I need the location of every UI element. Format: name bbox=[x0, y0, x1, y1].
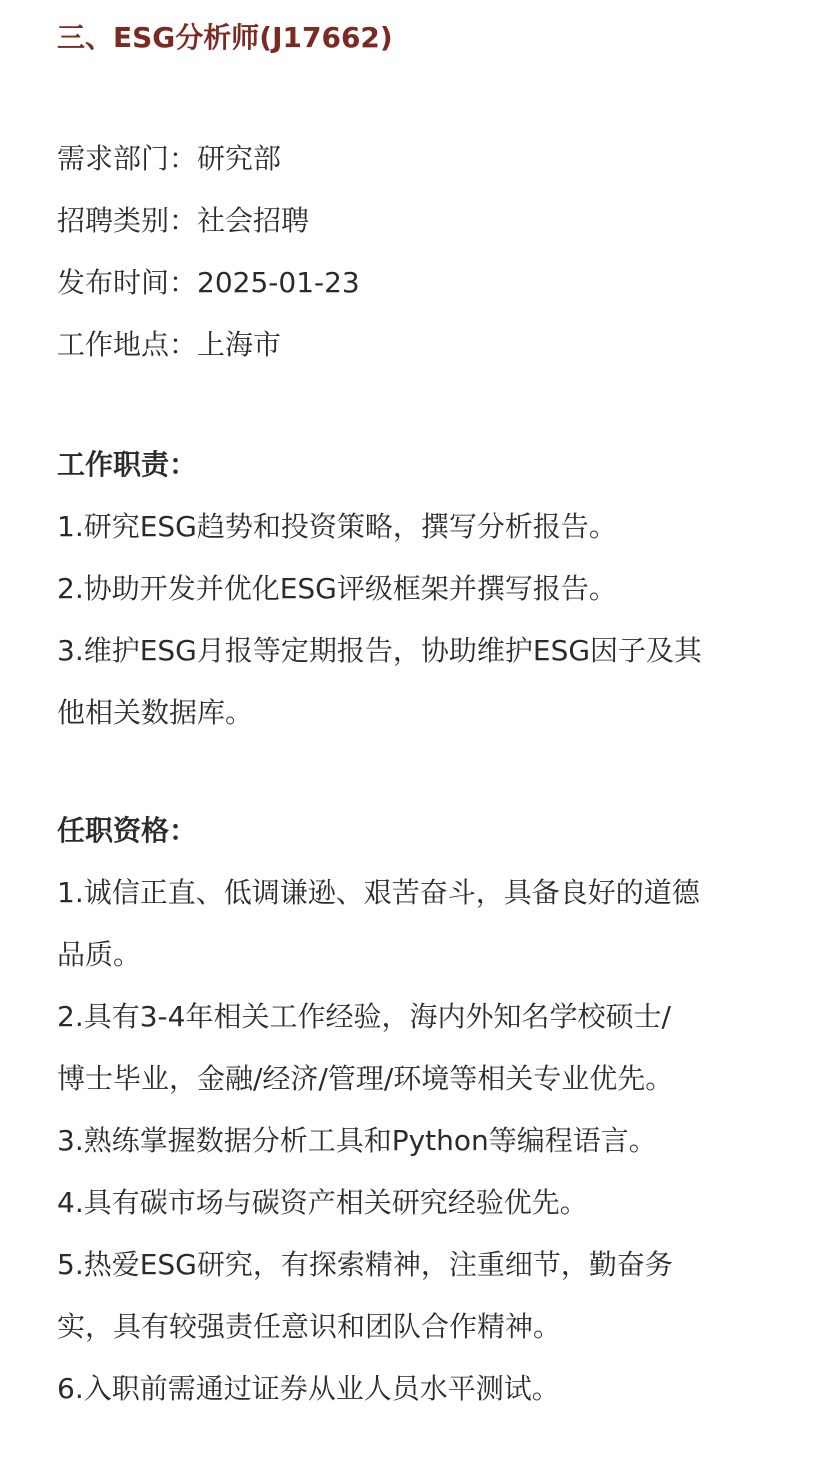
duty-item bbox=[57, 496, 787, 558]
duties-section bbox=[57, 442, 787, 752]
qualification-line: 4.具有碳市场与碳资产相关研究经验优先。 bbox=[57, 1186, 588, 1219]
qualification-line: 2.具有3-4年相关工作经验，海内外知名学校硕士/ bbox=[57, 1000, 671, 1033]
meta-category bbox=[57, 198, 797, 260]
job-title: 三、ESG分析师(J17662) bbox=[57, 21, 393, 54]
duty-line: 3.维护ESG月报等定期报告，协助维护ESG因子及其 bbox=[57, 634, 703, 667]
meta-label: 需求部门： bbox=[57, 142, 198, 175]
meta-location bbox=[57, 322, 797, 384]
job-meta bbox=[57, 136, 797, 384]
qualification-item bbox=[57, 986, 787, 1110]
meta-label: 招聘类别： bbox=[57, 204, 198, 237]
qualification-item bbox=[57, 1358, 787, 1420]
qualification-line: 3.熟练掌握数据分析工具和Python等编程语言。 bbox=[57, 1124, 657, 1157]
duty-item bbox=[57, 620, 787, 744]
qualifications-section bbox=[57, 808, 787, 1428]
duty-line: 1.研究ESG趋势和投资策略，撰写分析报告。 bbox=[57, 510, 617, 543]
qualification-line: 1.诚信正直、低调谦逊、艰苦奋斗，具备良好的道德 bbox=[57, 876, 700, 909]
qualifications-heading: 任职资格： bbox=[57, 814, 198, 847]
qualification-line: 品质。 bbox=[57, 938, 142, 971]
duty-line: 他相关数据库。 bbox=[57, 696, 254, 729]
duty-item bbox=[57, 558, 787, 620]
duties-heading: 工作职责： bbox=[57, 448, 198, 481]
meta-department bbox=[57, 136, 797, 198]
qualification-line: 5.热爱ESG研究，有探索精神，注重细节，勤奋务 bbox=[57, 1248, 673, 1281]
qualification-line: 6.入职前需通过证券从业人员水平测试。 bbox=[57, 1372, 560, 1405]
qualification-line: 博士毕业，金融/经济/管理/环境等相关专业优先。 bbox=[57, 1062, 674, 1095]
qualification-item bbox=[57, 1172, 787, 1234]
qualification-line: 实，具有较强责任意识和团队合作精神。 bbox=[57, 1310, 562, 1343]
qualification-item bbox=[57, 1110, 787, 1172]
meta-value: 上海市 bbox=[197, 328, 282, 361]
qualification-item bbox=[57, 862, 787, 986]
qualification-item bbox=[57, 1234, 787, 1358]
meta-publish-date bbox=[57, 260, 797, 322]
meta-label: 发布时间： bbox=[57, 266, 198, 299]
meta-value: 社会招聘 bbox=[197, 204, 310, 237]
meta-value: 2025-01-23 bbox=[197, 266, 360, 299]
meta-value: 研究部 bbox=[197, 142, 282, 175]
duty-line: 2.协助开发并优化ESG评级框架并撰写报告。 bbox=[57, 572, 617, 605]
meta-label: 工作地点： bbox=[57, 328, 198, 361]
